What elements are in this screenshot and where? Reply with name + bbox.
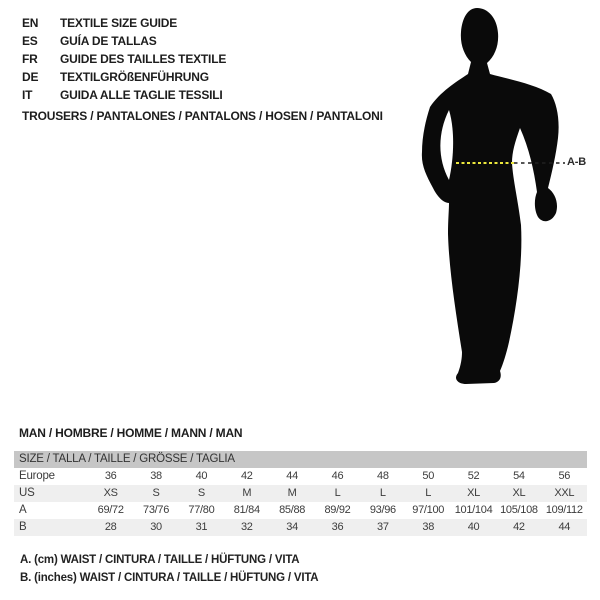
table-cell: 36 [331, 521, 344, 533]
table-cell: 93/96 [369, 504, 396, 516]
table-cell: 44 [286, 470, 298, 482]
footnote: A. (cm) WAIST / CINTURA / TAILLE / HÜFTUNG / VITA [20, 554, 300, 566]
language-code: DE [22, 70, 39, 84]
table-cell: 40 [467, 521, 480, 533]
language-code: ES [22, 34, 38, 48]
table-cell: 56 [558, 470, 571, 482]
language-label: TEXTILE SIZE GUIDE [60, 16, 178, 30]
table-cell: 73/76 [143, 504, 170, 516]
garment-heading: TROUSERS / PANTALONES / PANTALONS / HOSEN / PANTALONI [22, 109, 383, 123]
table-cell: 77/80 [188, 504, 215, 516]
language-label: GUIDA ALLE TAGLIE TESSILI [60, 88, 223, 102]
size-table-header: SIZE / TALLA / TAILLE / GRÖSSE / TAGLIA [14, 451, 587, 468]
table-row-label: B [19, 521, 27, 533]
table-row [14, 519, 587, 536]
table-cell: S [152, 487, 160, 499]
footnotes [20, 551, 318, 587]
language-label: GUIDE DES TAILLES TEXTILE [60, 52, 227, 66]
table-cell: XL [467, 487, 480, 499]
table-cell: 40 [195, 470, 208, 482]
table-cell: 101/104 [454, 504, 493, 516]
language-code: FR [22, 52, 38, 66]
table-row-label: A [19, 504, 27, 516]
table-cell: L [425, 487, 432, 499]
table-cell: 37 [377, 521, 389, 533]
table-cell: 52 [467, 470, 480, 482]
table-cell: 42 [513, 521, 525, 533]
table-cell: 89/92 [324, 504, 351, 516]
table-cell: 109/112 [545, 504, 583, 516]
table-cell: 44 [558, 521, 571, 533]
table-cell: M [287, 487, 297, 499]
table-cell: 38 [150, 470, 162, 482]
language-label: TEXTILGRÖßENFÜHRUNG [60, 70, 209, 84]
language-code: EN [22, 16, 39, 30]
table-cell: 97/100 [412, 504, 445, 516]
table-cell: XS [103, 487, 118, 499]
table-cell: L [379, 487, 386, 499]
table-cell: 31 [195, 521, 208, 533]
table-row [14, 502, 587, 519]
size-table-body [14, 468, 587, 536]
language-code: IT [22, 88, 33, 102]
section-heading: MAN / HOMBRE / HOMME / MANN / MAN [19, 426, 243, 440]
table-row-label: Europe [19, 470, 55, 482]
table-cell: 54 [513, 470, 525, 482]
table-cell: 30 [150, 521, 162, 533]
table-cell: 105/108 [500, 504, 538, 516]
table-cell: 69/72 [97, 504, 124, 516]
table-cell: 85/88 [279, 504, 306, 516]
table-cell: 36 [104, 470, 117, 482]
table-cell: XXL [554, 487, 575, 499]
footnote: B. (inches) WAIST / CINTURA / TAILLE / HÜFTUNG / VITA [20, 572, 319, 584]
table-cell: 50 [422, 470, 435, 482]
table-cell: XL [512, 487, 526, 499]
table-cell: S [197, 487, 205, 499]
table-cell: 42 [240, 470, 253, 482]
table-cell: 48 [377, 470, 389, 482]
table-cell: 32 [240, 521, 253, 533]
size-table [14, 451, 587, 536]
table-row-label: US [19, 487, 35, 499]
table-cell: M [242, 487, 252, 499]
table-cell: 34 [286, 521, 298, 533]
table-cell: 46 [331, 470, 344, 482]
table-cell: 28 [104, 521, 117, 533]
table-cell: L [334, 487, 341, 499]
table-cell: 38 [422, 521, 435, 533]
language-label: GUÍA DE TALLAS [60, 34, 157, 48]
man-silhouette [422, 8, 559, 384]
table-row [14, 468, 587, 485]
table-row [14, 485, 587, 502]
waist-measure-label: A-B [567, 156, 586, 168]
table-cell: 81/84 [233, 504, 260, 516]
